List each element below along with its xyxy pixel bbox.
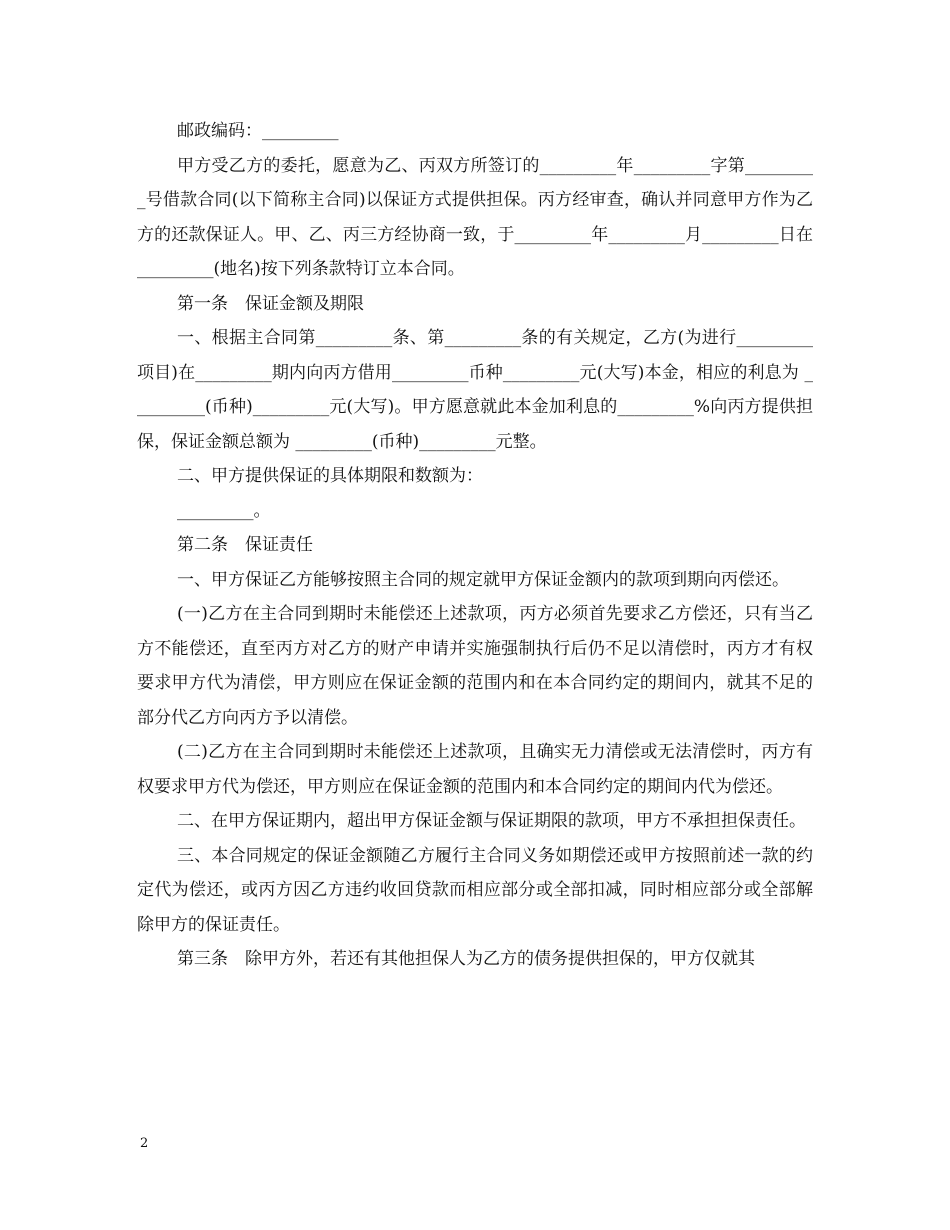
paragraph-blank-line: _________。 bbox=[177, 500, 271, 521]
paragraph-article-2-clause-1: 一、甲方保证乙方能够按照主合同的规定就甲方保证金额内的款项到期向丙偿还。 bbox=[177, 569, 789, 590]
paragraph-article-1-clause-1: 一、根据主合同第_________条、第_________条的有关规定，乙方(为进行_________项目)在_________期内向丙方借用_________币种_________元(大写)本金，相应的利息为 _________(币种)_________元(大写)。甲方愿意就此本金加利息的_________%向丙方提供担保，保证金额总额为 _________(币种)_________元整。 bbox=[137, 328, 813, 452]
paragraph-article-3: 第三条 除甲方外，若还有其他担保人为乙方的债务提供担保的，甲方仅就其 bbox=[177, 949, 755, 969]
paragraph-article-2-clause-2: 二、在甲方保证期内，超出甲方保证金额与保证期限的款项，甲方不承担担保责任。 bbox=[177, 811, 806, 831]
page-number: 2 bbox=[140, 1136, 149, 1151]
paragraph-article-2-sub-2: (二)乙方在主合同到期时未能偿还上述款项，且确实无力清偿或无法清偿时，丙方有权要求甲方代为偿还，甲方则应在保证金额的范围内和本合同约定的期间内代为偿还。 bbox=[137, 742, 813, 797]
paragraph-article-2-clause-3: 三、本合同规定的保证金额随乙方履行主合同义务如期偿还或甲方按照前述一款的约定代为偿还，或丙方因乙方违约收回贷款而相应部分或全部扣减，同时相应部分或全部解除甲方的保证责任。 bbox=[137, 845, 813, 935]
paragraph-preamble: 甲方受乙方的委托，愿意为乙、丙双方所签订的_________年_________字第_________号借款合同(以下简称主合同)以保证方式提供担保。丙方经审查，确认并同意甲方作为乙方的还款保证人。甲、乙、丙三方经协商一致，于_________年_________月_________日在_________(地名)按下列条款特订立本合同。 bbox=[137, 155, 813, 279]
document-body bbox=[137, 114, 813, 977]
heading-article-1: 第一条 保证金额及期限 bbox=[177, 293, 364, 314]
heading-article-2: 第二条 保证责任 bbox=[177, 535, 313, 555]
paragraph-article-2-sub-1: (一)乙方在主合同到期时未能偿还上述款项，丙方必须首先要求乙方偿还，只有当乙方不能偿还，直至丙方对乙方的财产申请并实施强制执行后仍不足以清偿时，丙方才有权要求甲方代为清偿，甲方则应在保证金额的范围内和在本合同约定的期间内，就其不足的部分代乙方向丙方予以清偿。 bbox=[137, 604, 813, 728]
paragraph-postal-code: 邮政编码：_________ bbox=[177, 121, 339, 141]
paragraph-article-1-clause-2: 二、甲方提供保证的具体期限和数额为： bbox=[177, 466, 483, 486]
